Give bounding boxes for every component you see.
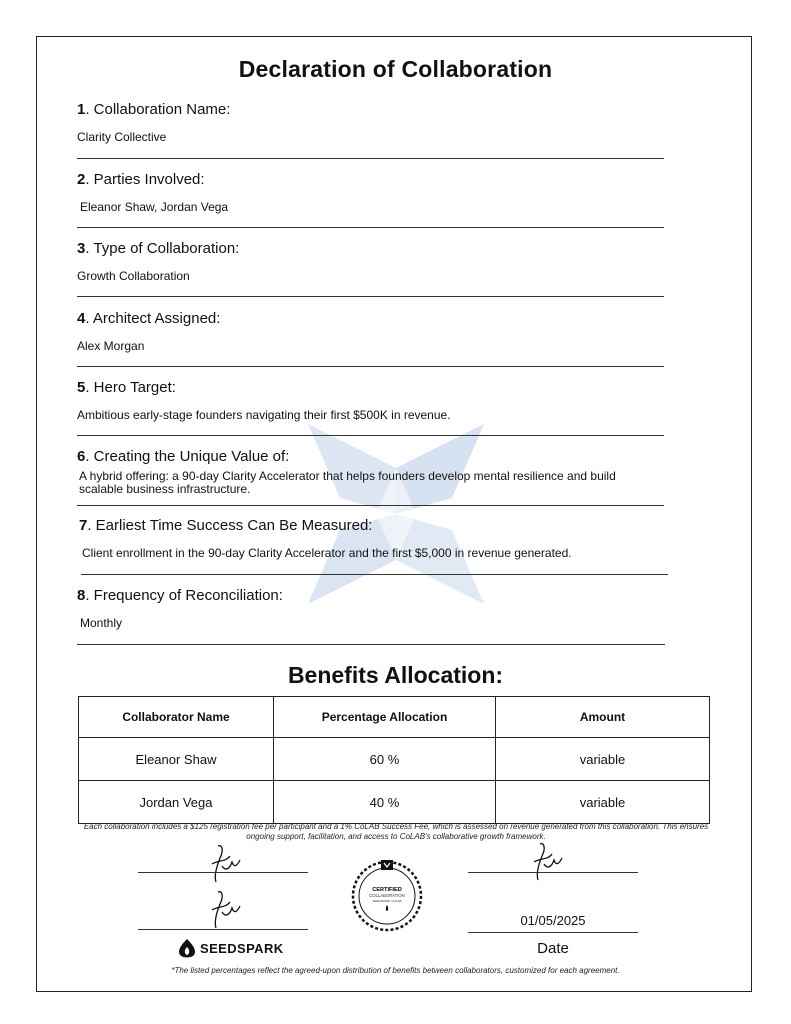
section-answer: Client enrollment in the 90-day Clarity Accelerator and the first $5,000 in revenue generated.	[82, 546, 572, 560]
section-divider	[77, 435, 664, 436]
logo-text: SEEDSPARK	[200, 940, 284, 956]
seal-line-1: CERTIFIED	[372, 887, 402, 893]
section-answer: A hybrid offering: a 90-day Clarity Accelerator that helps founders develop mental resilience and build scalable business infrastructure.	[79, 469, 616, 496]
seed-flame-icon	[178, 938, 196, 958]
seal-line-2: COLLABORATION	[369, 893, 405, 898]
signature-line	[138, 872, 308, 873]
section-divider	[77, 158, 664, 159]
benefits-table	[78, 696, 710, 824]
section-question: 3. Type of Collaboration:	[77, 240, 240, 257]
table-header-row	[79, 697, 710, 738]
benefits-title: Benefits Allocation:	[287, 662, 504, 688]
cell-amount: variable	[496, 738, 710, 781]
seal-line-3: SEEDSPARK COLAB	[372, 899, 402, 903]
section-answer: Alex Morgan	[77, 339, 145, 353]
footnote: *The listed percentages reflect the agreed-upon distribution of benefits between collaborators, customized for each agreement.	[171, 966, 620, 975]
header-collaborator-name: Collaborator Name	[79, 697, 274, 738]
date-label: Date	[537, 940, 569, 957]
table-row	[79, 738, 710, 781]
signature-icon	[204, 888, 244, 930]
header-amount: Amount	[496, 697, 710, 738]
fee-fine-print: Each collaboration includes a $125 registration fee per participant and a 1% CoLAB Success Fee, which is assessed on revenue generated from this collaboration. This ensures ongoing support, facilitation, and access to CoLAB's collaborative growth framework.	[83, 822, 709, 841]
section-question: 7. Earliest Time Success Can Be Measured:	[79, 517, 373, 534]
section-divider	[77, 296, 664, 297]
seedspark-logo	[178, 937, 284, 959]
section-reconciliation-frequency	[77, 587, 665, 630]
section-parties-involved	[77, 171, 665, 214]
section-answer: Growth Collaboration	[77, 269, 190, 283]
section-question: 4. Architect Assigned:	[77, 310, 221, 327]
certified-seal-icon	[350, 858, 424, 932]
signature-icon	[526, 840, 566, 882]
signature-icon	[204, 842, 244, 884]
section-divider	[77, 505, 664, 506]
section-question: 2. Parties Involved:	[77, 171, 205, 188]
signature-line	[468, 872, 638, 873]
cell-amount: variable	[496, 781, 710, 824]
section-divider	[77, 366, 664, 367]
section-answer: Eleanor Shaw, Jordan Vega	[80, 200, 229, 214]
cell-percentage: 60 %	[274, 738, 496, 781]
section-question: 5. Hero Target:	[77, 379, 176, 396]
section-hero-target	[77, 379, 665, 422]
section-collaboration-name	[77, 101, 665, 144]
section-answer: Monthly	[80, 616, 123, 630]
table-row	[79, 781, 710, 824]
date-value: 01/05/2025	[520, 913, 586, 928]
section-success-measure	[79, 517, 669, 560]
cell-name: Eleanor Shaw	[79, 738, 274, 781]
section-answer: Ambitious early-stage founders navigating their first $500K in revenue.	[77, 408, 451, 422]
section-answer: Clarity Collective	[77, 130, 167, 144]
section-divider	[77, 644, 665, 645]
cell-percentage: 40 %	[274, 781, 496, 824]
signature-line	[138, 929, 308, 930]
section-divider	[81, 574, 668, 575]
section-question: 8. Frequency of Reconciliation:	[77, 587, 283, 604]
section-question: 1. Collaboration Name:	[77, 101, 231, 118]
page-title: Declaration of Collaboration	[238, 56, 553, 82]
star-watermark-icon	[300, 418, 492, 610]
section-unique-value	[77, 448, 667, 496]
section-divider	[77, 227, 664, 228]
date-line	[468, 932, 638, 933]
section-collaboration-type	[77, 240, 665, 283]
header-percentage: Percentage Allocation	[274, 697, 496, 738]
cell-name: Jordan Vega	[79, 781, 274, 824]
section-question: 6. Creating the Unique Value of:	[77, 448, 290, 465]
section-architect-assigned	[77, 310, 665, 353]
